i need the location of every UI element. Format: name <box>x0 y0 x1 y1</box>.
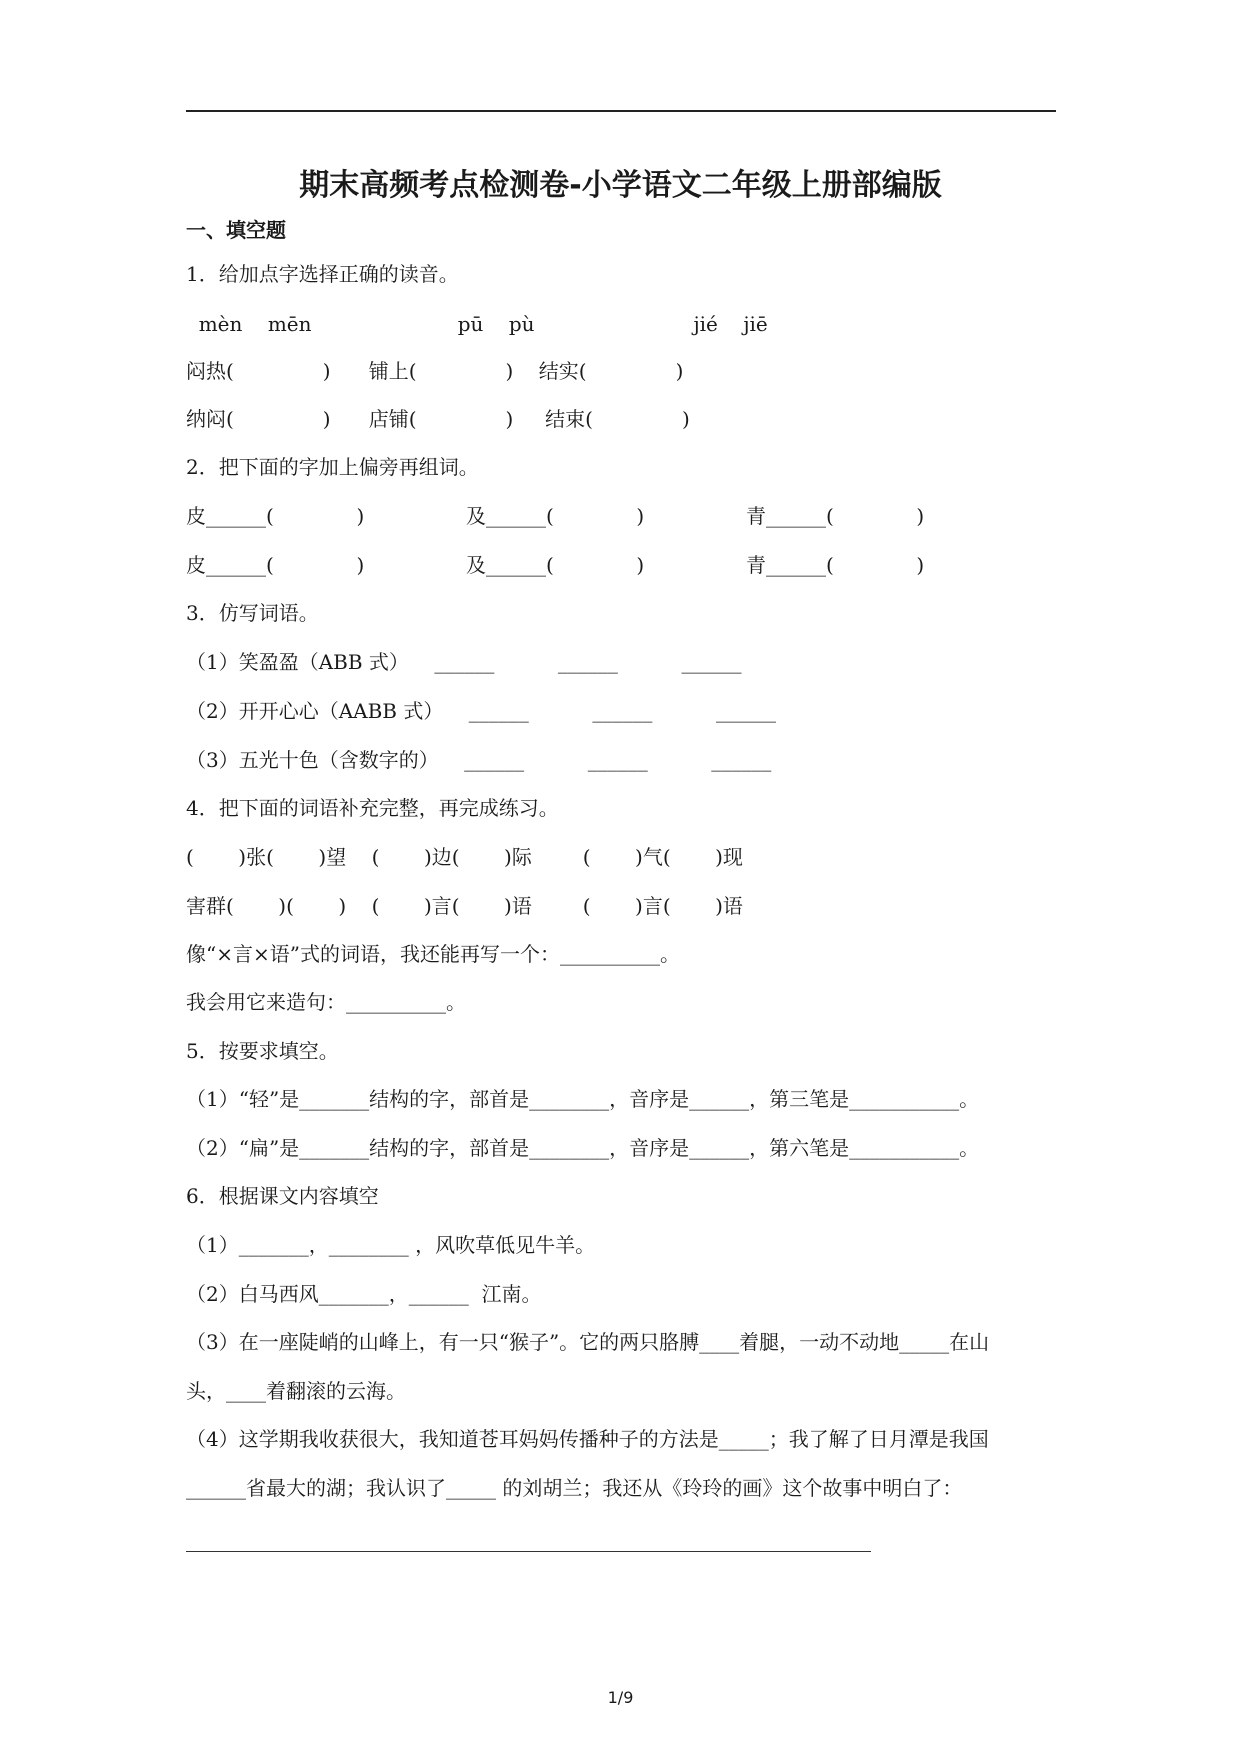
question-3-item-1: （1）笑盈盈（ABB 式） ______ ______ ______ <box>186 650 742 674</box>
question-6-item-4b: ______省最大的湖；我认识了_____ 的刘胡兰；我还从《玲玲的画》这个故事中明白了： <box>186 1476 963 1500</box>
question-2-row-1: 皮______( ) 及______( ) 青______( ) <box>186 504 925 528</box>
question-1-row-2: 纳闷( ) 店铺( ) 结束( ) <box>186 407 690 431</box>
question-2-prompt: 2．把下面的字加上偏旁再组词。 <box>186 455 479 479</box>
question-6-item-3a: （3）在一座陡峭的山峰上，有一只“猴子”。它的两只胳膊____着腿，一动不动地_____在山 <box>186 1330 990 1354</box>
question-5-item-2: （2）“扁”是_______结构的字，部首是________，音序是______，第六笔是___________。 <box>186 1136 980 1160</box>
answer-line <box>186 1551 871 1552</box>
page-number: 1/9 <box>607 1688 634 1707</box>
question-1-pinyin: mèn mēn pū pù jié jiē <box>186 312 768 336</box>
question-4-row-2: 害群( )( ) ( )言( )语 ( )言( )语 <box>186 894 743 918</box>
question-2-row-2: 皮______( ) 及______( ) 青______( ) <box>186 553 925 577</box>
question-4-prompt: 4．把下面的词语补充完整，再完成练习。 <box>186 796 559 820</box>
question-6-item-2: （2）白马西风_______，______ 江南。 <box>186 1282 542 1306</box>
question-6-prompt: 6．根据课文内容填空 <box>186 1184 379 1208</box>
question-6-item-4a: （4）这学期我收获很大，我知道苍耳妈妈传播种子的方法是_____；我了解了日月潭是我国 <box>186 1427 989 1451</box>
question-3-item-3: （3）五光十色（含数字的） ______ ______ ______ <box>186 748 772 772</box>
section-heading: 一、填空题 <box>186 218 286 242</box>
question-6-item-3b: 头，____着翻滚的云海。 <box>186 1379 406 1403</box>
question-4-row-1: ( )张( )望 ( )边( )际 ( )气( )现 <box>186 845 743 869</box>
page-title: 期末高频考点检测卷-小学语文二年级上册部编版 <box>299 168 942 203</box>
header-rule <box>186 110 1056 112</box>
question-6-item-1: （1）_______，________ ，风吹草低见牛羊。 <box>186 1233 596 1257</box>
question-5-prompt: 5．按要求填空。 <box>186 1039 339 1063</box>
question-4-line-3: 像“×言×语”式的词语，我还能再写一个：__________。 <box>186 942 680 966</box>
question-1-prompt: 1．给加点字选择正确的读音。 <box>186 262 459 286</box>
question-3-item-2: （2）开开心心（AABB 式） ______ ______ ______ <box>186 699 776 723</box>
question-3-prompt: 3．仿写词语。 <box>186 601 319 625</box>
question-1-row-1: 闷热( ) 铺上( ) 结实( ) <box>186 359 684 383</box>
question-5-item-1: （1）“轻”是_______结构的字，部首是________，音序是______，第三笔是___________。 <box>186 1087 980 1111</box>
question-4-line-4: 我会用它来造句：__________。 <box>186 990 466 1014</box>
